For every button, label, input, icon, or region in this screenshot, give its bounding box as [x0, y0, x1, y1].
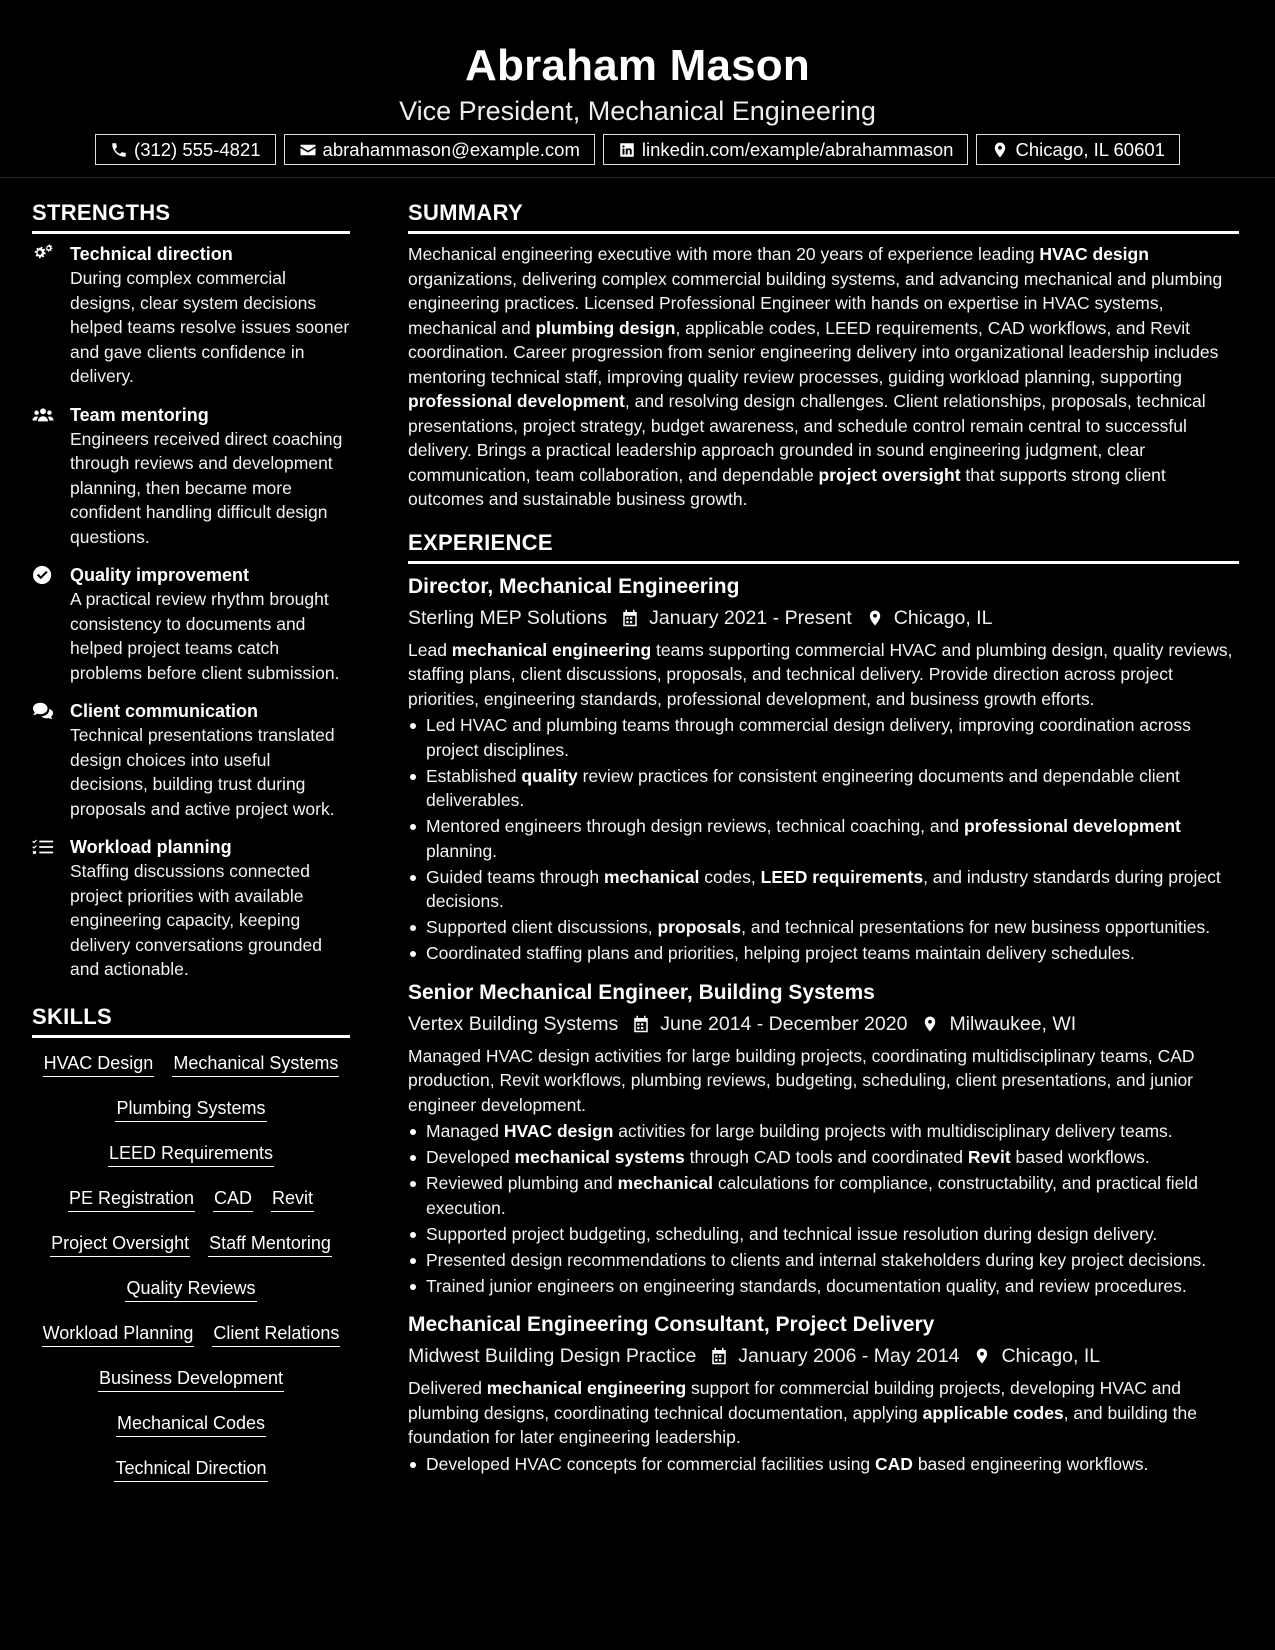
job-location: Chicago, IL [1001, 1345, 1101, 1367]
job-company: Sterling MEP Solutions [408, 606, 608, 629]
job-description: Managed HVAC design activities for large building projects, coordinating multidisciplinary teams, CAD production, Revit workflows, plumbing reviews, budgeting, scheduling, client presentations, and junior engineer development. [408, 1045, 1195, 1115]
job-description: Delivered mechanical engineering support for commercial building projects, developing HVAC and plumbing designs, coordinating technical documentation, applying applicable codes, and building the foundation for later engineering leadership. [408, 1378, 1197, 1447]
job-dates: June 2014 - December 2020 [660, 1012, 908, 1035]
comments-icon [32, 701, 54, 721]
contact-bar [0, 134, 1275, 165]
job-description: Lead mechanical engineering teams supporting commercial HVAC and plumbing design, quality reviews, staffing plans, client discussions, proposals, and technical delivery. Provide direction across project priorities, engineering standards, professional development, and business growth efforts. [408, 639, 1233, 709]
job-meta [408, 602, 1239, 634]
skill-row [32, 1095, 350, 1140]
bold-keyword: HVAC design [503, 1121, 614, 1141]
bold-keyword: mechanical systems [514, 1147, 685, 1167]
skill-row [32, 1365, 350, 1410]
job-entry [408, 572, 1239, 966]
job-bullet: Developed mechanical systems through CAD tools and coordinated Revit based workflows. [408, 1145, 1239, 1170]
skills-heading: SKILLS [32, 1002, 350, 1038]
strength-title: Team mentoring [70, 404, 209, 425]
strength-item [32, 699, 350, 821]
linkedin-icon [618, 141, 636, 159]
job-bullet: Reviewed plumbing and mechanical calculations for compliance, constructability, and practical field execution. [408, 1171, 1239, 1220]
resume-header [0, 0, 1275, 178]
map-pin-icon [866, 609, 884, 627]
skill-row [32, 1185, 350, 1230]
users-icon [32, 405, 54, 425]
candidate-title: Vice President, Mechanical Engineering [399, 96, 876, 126]
strength-desc: Engineers received direct coaching through reviews and development planning, then became more confident handling difficult design questions. [70, 428, 343, 547]
gears-icon [32, 244, 54, 264]
map-pin-icon [973, 1347, 991, 1365]
bold-keyword: mechanical [604, 866, 700, 887]
contact-phone[interactable] [95, 134, 276, 165]
skills-list [32, 1046, 350, 1500]
skill-tag: Quality Reviews [125, 1275, 256, 1302]
skill-row [32, 1140, 350, 1185]
strength-desc: Technical presentations translated design choices into useful decisions, building trust during proposals and active project work. [70, 725, 335, 819]
bold-keyword: professional development [963, 816, 1181, 836]
bold-keyword: LEED requirements [760, 866, 924, 887]
map-pin-icon [921, 1015, 939, 1033]
job-entry [408, 978, 1239, 1299]
bold-keyword: Revit [967, 1147, 1011, 1167]
strengths-list [32, 242, 350, 982]
job-location: Milwaukee, WI [949, 1012, 1077, 1035]
job-bullets [408, 1119, 1239, 1298]
strength-title: Client communication [70, 701, 259, 721]
job-title: Senior Mechanical Engineer, Building Systems [408, 980, 875, 1004]
skill-tag: Technical Direction [114, 1455, 267, 1482]
job-entry [408, 1310, 1239, 1476]
job-meta [408, 1340, 1239, 1372]
job-bullet: Guided teams through mechanical codes, LEED requirements, and industry standards during project decisions. [408, 865, 1239, 914]
strength-desc: A practical review rhythm brought consistency to documents and helped project teams catch problems before client submission. [70, 589, 340, 683]
bold-keyword: mechanical engineering [451, 639, 652, 660]
job-bullet: Established quality review practices for consistent engineering documents and dependable client deliverables. [408, 764, 1239, 813]
contact-linkedin[interactable] [603, 134, 969, 165]
job-bullet: Trained junior engineers on engineering standards, documentation quality, and review procedures. [408, 1274, 1239, 1299]
skill-tag: Plumbing Systems [115, 1095, 266, 1122]
experience-heading: EXPERIENCE [408, 528, 1239, 564]
skill-row [32, 1275, 350, 1320]
experience-list [408, 572, 1239, 1477]
strength-item [32, 242, 350, 389]
bold-keyword: HVAC design [1039, 244, 1149, 264]
strength-desc: During complex commercial designs, clear system decisions helped teams resolve issues sooner and gave clients confidence in delivery. [70, 268, 350, 386]
job-location: Chicago, IL [893, 606, 993, 629]
list-check-icon [32, 837, 54, 857]
skills-section [32, 1002, 350, 1500]
job-bullets [408, 713, 1239, 966]
job-bullet: Led HVAC and plumbing teams through commercial design delivery, improving coordination across project disciplines. [408, 713, 1239, 762]
location-text: Chicago, IL 60601 [1015, 138, 1165, 160]
summary-text: Mechanical engineering executive with more than 20 years of experience leading HVAC design organizations, delivering complex commercial building systems, and advancing mechanical and plumbing engineering practices. Licensed Professional Engineer with hands on expertise in HVAC systems, mechanical and plumbing design, applicable codes, LEED requirements, CAD workflows, and Revit coordination. Career progression from senior engineering delivery into organizational leadership includes mentoring technical staff, improving quality review processes, guiding workload planning, supporting professional development, and resolving design challenges. Client relationships, proposals, technical presentations, project strategy, budget awareness, and schedule control remain central to successful delivery. Brings a practical leadership approach grounded in sound engineering judgment, clear communication, team collaboration, and dependable project oversight that supports strong client outcomes and sustainable business growth. [408, 244, 1223, 509]
skill-tag: Business Development [98, 1365, 284, 1392]
bold-keyword: CAD [875, 1453, 913, 1474]
map-pin-icon [991, 141, 1009, 159]
calendar-icon [632, 1015, 650, 1033]
strength-item [32, 835, 350, 982]
job-meta [408, 1008, 1239, 1040]
candidate-name: Abraham Mason [465, 41, 810, 90]
check-circle-icon [32, 565, 54, 585]
skill-row [32, 1455, 350, 1500]
envelope-icon [299, 141, 317, 159]
skill-tag: CAD [213, 1185, 253, 1212]
email-text: abrahammason@example.com [322, 138, 580, 160]
strength-title: Workload planning [70, 837, 232, 857]
skill-tag: Workload Planning [42, 1320, 195, 1347]
bold-keyword: project oversight [818, 464, 961, 485]
skill-tag: LEED Requirements [108, 1140, 274, 1167]
skill-tag: HVAC Design [43, 1050, 155, 1077]
summary-heading: SUMMARY [408, 198, 1239, 234]
strength-title: Technical direction [70, 244, 233, 264]
job-title: Mechanical Engineering Consultant, Project Delivery [408, 1313, 935, 1336]
job-bullets [408, 1452, 1239, 1477]
strengths-heading: STRENGTHS [32, 198, 350, 234]
bold-keyword: professional development [408, 391, 625, 411]
job-bullet: Supported project budgeting, scheduling, and technical issue resolution during design delivery. [408, 1222, 1239, 1247]
skill-row [32, 1050, 350, 1095]
skill-tag: Revit [271, 1185, 314, 1212]
contact-email[interactable] [284, 134, 595, 165]
skill-row [32, 1410, 350, 1455]
bold-keyword: applicable codes [922, 1402, 1064, 1423]
phone-icon [110, 141, 128, 159]
strength-desc: Staffing discussions connected project priorities with available engineering capacity, keeping delivery conversations grounded and actionable. [70, 861, 322, 979]
bold-keyword: quality [521, 765, 578, 786]
strength-title: Quality improvement [70, 565, 250, 585]
phone-text: (312) 555-4821 [134, 138, 261, 160]
bold-keyword: plumbing design [535, 317, 676, 338]
job-dates: January 2006 - May 2014 [738, 1345, 960, 1367]
skill-tag: Staff Mentoring [208, 1230, 332, 1257]
left-column [32, 198, 350, 1500]
calendar-icon [710, 1347, 728, 1365]
bold-keyword: mechanical [617, 1173, 713, 1193]
calendar-icon [621, 609, 639, 627]
bold-keyword: proposals [657, 917, 742, 937]
job-bullet: Developed HVAC concepts for commercial facilities using CAD based engineering workflows. [408, 1452, 1239, 1477]
job-title: Director, Mechanical Engineering [408, 574, 740, 598]
strength-item [32, 403, 350, 550]
skill-tag: PE Registration [68, 1185, 195, 1212]
bold-keyword: mechanical engineering [486, 1378, 687, 1398]
job-company: Vertex Building Systems [408, 1012, 619, 1035]
contact-location[interactable] [976, 134, 1179, 165]
skill-row [32, 1320, 350, 1365]
job-bullet: Presented design recommendations to clients and internal stakeholders during key project decisions. [408, 1248, 1239, 1273]
skill-tag: Client Relations [212, 1320, 340, 1347]
skill-tag: Mechanical Systems [172, 1050, 339, 1077]
linkedin-text: linkedin.com/example/abrahammason [641, 138, 954, 160]
job-company: Midwest Building Design Practice [408, 1345, 697, 1367]
job-bullet: Mentored engineers through design reviews, technical coaching, and professional development planning. [408, 814, 1239, 863]
skill-tag: Project Oversight [50, 1230, 190, 1257]
right-column [408, 198, 1239, 1488]
skill-row [32, 1230, 350, 1275]
job-bullet: Supported client discussions, proposals, and technical presentations for new business opportunities. [408, 915, 1239, 940]
strength-item [32, 563, 350, 685]
job-bullet: Managed HVAC design activities for large building projects with multidisciplinary delivery teams. [408, 1119, 1239, 1144]
skill-tag: Mechanical Codes [116, 1410, 266, 1437]
job-dates: January 2021 - Present [649, 606, 852, 629]
job-bullet: Coordinated staffing plans and priorities, helping project teams maintain delivery schedules. [408, 941, 1239, 966]
